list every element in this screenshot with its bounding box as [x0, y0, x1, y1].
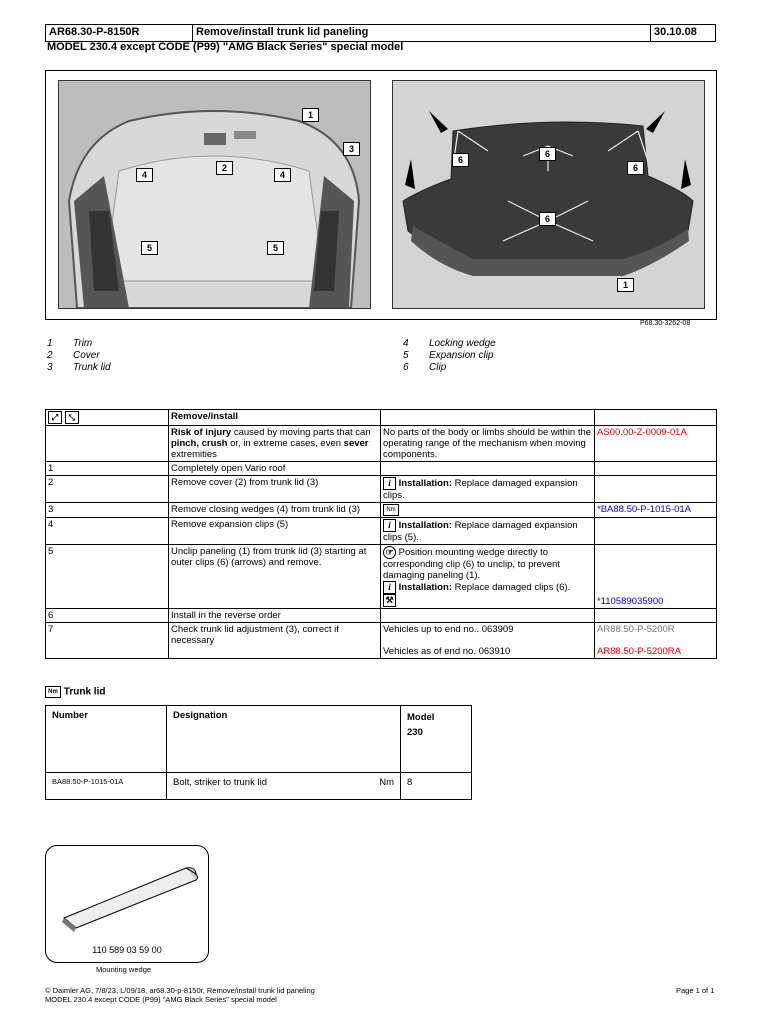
- step-number: 2: [46, 476, 169, 503]
- step-number: 3: [46, 503, 169, 518]
- col-model: Model 230: [401, 706, 472, 773]
- col-designation: Designation: [167, 706, 401, 773]
- torque-row-number: BA88.50-P-1015-01A: [46, 773, 167, 800]
- trunk-lid-illustration: [59, 81, 370, 308]
- tip-icon: ☞: [383, 546, 396, 559]
- callout-6-c: 6: [627, 161, 644, 175]
- torque-row-value: 8: [401, 773, 472, 800]
- step-number: 7: [46, 623, 169, 659]
- callout-5-left: 5: [141, 241, 158, 255]
- paneling-illustration: [393, 81, 704, 308]
- paneling-photo: [392, 80, 705, 309]
- mounting-wedge-illustration: [46, 846, 208, 941]
- legend-item: 3 Trunk lid: [47, 362, 111, 373]
- torque-icon: Nm: [45, 686, 61, 698]
- tool-ref-link[interactable]: *110589035900: [595, 545, 717, 609]
- callout-6-d: 6: [539, 212, 556, 226]
- callout-6-a: 6: [452, 153, 469, 167]
- info-icon: i: [383, 581, 396, 594]
- legend-right: [403, 338, 496, 374]
- tool-icon: ⚒: [383, 594, 396, 607]
- callout-3: 3: [343, 142, 360, 156]
- step-number: 1: [46, 462, 169, 476]
- page-number: Page 1 of 1: [676, 986, 715, 995]
- warning-note: No parts of the body or limbs should be within the operating range of the mechanism when moving components.: [381, 426, 595, 462]
- doc-number: AR68.30-P-8150R: [46, 25, 193, 42]
- step-action: Unclip paneling (1) from trunk lid (3) starting at outer clips (6) (arrows) and remove.: [169, 545, 381, 609]
- callout-1-right: 1: [617, 278, 634, 292]
- adjust-ref-link[interactable]: AR88.50-P-5200R: [597, 624, 675, 635]
- step-action: Completely open Vario roof: [169, 462, 381, 476]
- callout-5-right: 5: [267, 241, 284, 255]
- callout-2: 2: [216, 161, 233, 175]
- legend-item: 1 Trim: [47, 338, 93, 349]
- step-variants: Vehicles up to end no.. 063909 Vehicles as of end no. 063910: [381, 623, 595, 659]
- legend-item: 4 Locking wedge: [403, 338, 496, 349]
- expand-icon[interactable]: ⤢: [48, 411, 62, 424]
- torque-table: [45, 705, 472, 800]
- tool-part-number: 110 589 03 59 00: [92, 945, 162, 955]
- step-note: i Installation: Replace damaged expansion clips (5).: [381, 518, 595, 545]
- step-number: 4: [46, 518, 169, 545]
- footer: © Daimler AG, 7/8/23, L/09/18, ar68.30-p-8150r, Remove/install trunk lid paneling MODEL 230.4 except CODE (P99) "AMG Black Series" special model: [45, 986, 315, 1004]
- tool-caption: Mounting wedge: [96, 965, 152, 974]
- step-number: 6: [46, 609, 169, 623]
- torque-section-title: Nm Trunk lid: [45, 686, 105, 698]
- torque-ref-link[interactable]: *BA88.50-P-1015-01A: [595, 503, 717, 518]
- expand-icons[interactable]: [46, 410, 169, 426]
- legend-item: 2 Cover: [47, 350, 100, 361]
- callout-4-right: 4: [274, 168, 291, 182]
- step-number: 5: [46, 545, 169, 609]
- figure-reference: P68.30-3262-08: [640, 320, 691, 327]
- step-note: i Installation: Replace damaged expansion clips.: [381, 476, 595, 503]
- legend-item: 6 Clip: [403, 362, 447, 373]
- step-action: Install in the reverse order: [169, 609, 381, 623]
- header-table: [45, 24, 716, 42]
- step-action: Remove cover (2) from trunk lid (3): [169, 476, 381, 503]
- warning-ref-link[interactable]: AS00.00-Z-0009-01A: [595, 426, 717, 462]
- adjust-ref-link-new[interactable]: AR88.50-P-5200RA: [597, 646, 681, 657]
- col-number: Number: [46, 706, 167, 773]
- torque-row-designation: Bolt, striker to trunk lid Nm: [167, 773, 401, 800]
- tool-card: [45, 845, 209, 963]
- collapse-icon[interactable]: ⤡: [65, 411, 79, 424]
- legend-left: [47, 338, 111, 374]
- callout-1: 1: [302, 108, 319, 122]
- callout-4-left: 4: [136, 168, 153, 182]
- doc-title: Remove/install trunk lid paneling: [193, 25, 651, 42]
- figure-frame: [45, 70, 717, 320]
- doc-date: 30.10.08: [651, 25, 716, 42]
- procedure-table: [45, 409, 717, 659]
- legend-item: 5 Expansion clip: [403, 350, 494, 361]
- step-note: ☞ Position mounting wedge directly to corresponding clip (6) to unclip, to prevent damaging paneling (1). i Installation: Replace damaged clips (6). ⚒: [381, 545, 595, 609]
- warning-text: Risk of injury caused by moving parts that can pinch, crush or, in extreme cases, even sever extremities: [169, 426, 381, 462]
- step-action: Remove expansion clips (5): [169, 518, 381, 545]
- model-line: MODEL 230.4 except CODE (P99) "AMG Black Series" special model: [47, 41, 404, 53]
- info-icon: i: [383, 519, 396, 532]
- step-action: Remove closing wedges (4) from trunk lid (3): [169, 503, 381, 518]
- torque-icon: Nm: [383, 504, 399, 516]
- table-heading: Remove/install: [169, 410, 381, 426]
- info-icon: i: [383, 477, 396, 490]
- trunk-lid-photo: [58, 80, 371, 309]
- step-action: Check trunk lid adjustment (3), correct if necessary: [169, 623, 381, 659]
- callout-6-b: 6: [539, 147, 556, 161]
